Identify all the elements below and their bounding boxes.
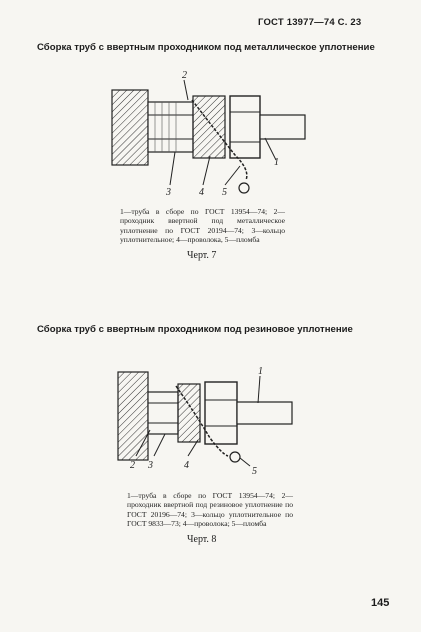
union-nut	[178, 384, 200, 442]
tube	[237, 402, 292, 424]
union-nut	[193, 96, 225, 158]
callout-3: 3	[148, 460, 153, 471]
figure-8-drawing	[110, 358, 320, 483]
callout-5: 5	[252, 466, 257, 477]
callout-1: 1	[258, 366, 263, 377]
section-title-metal-seal: Сборка труб с ввертным проходником под металлическое уплотнение	[37, 42, 375, 53]
figure-8-label: Черт. 8	[187, 534, 217, 545]
callout-4: 4	[199, 187, 204, 198]
housing-wall	[118, 372, 148, 460]
page-number: 145	[371, 597, 390, 609]
tube	[260, 115, 305, 139]
figure-7-label: Черт. 7	[187, 250, 217, 261]
figure-7-drawing	[100, 60, 330, 205]
section-title-rubber-seal: Сборка труб с ввертным проходником под резиновое уплотнение	[37, 324, 353, 335]
figure-8-caption: 1—труба в сборе по ГОСТ 13954—74; 2—проходник ввертной под резиновое уплотнение по ГОСТ 20196—74; 3—кольцо уплотнительное по ГОСТ 9833—73; 4—проволока; 5—пломба	[127, 491, 293, 529]
callout-3: 3	[166, 187, 171, 198]
callout-1: 1	[274, 157, 279, 168]
callout-2: 2	[182, 70, 187, 81]
lead-seal	[239, 183, 249, 193]
housing-wall	[112, 90, 148, 165]
figure-7-caption: 1—труба в сборе по ГОСТ 13954—74; 2—проходник ввертной под металлическое уплотнение по ГОСТ 20194—74; 3—кольцо уплотнительное; 4—проволока, 5—пломба	[120, 207, 285, 245]
hex-nut	[230, 96, 260, 158]
lead-seal	[230, 452, 240, 462]
callout-2: 2	[130, 460, 135, 471]
adapter-body	[148, 392, 178, 434]
callout-5: 5	[222, 187, 227, 198]
hex-nut	[205, 382, 237, 444]
page-header: ГОСТ 13977—74 С. 23	[258, 17, 362, 28]
callout-4: 4	[184, 460, 189, 471]
